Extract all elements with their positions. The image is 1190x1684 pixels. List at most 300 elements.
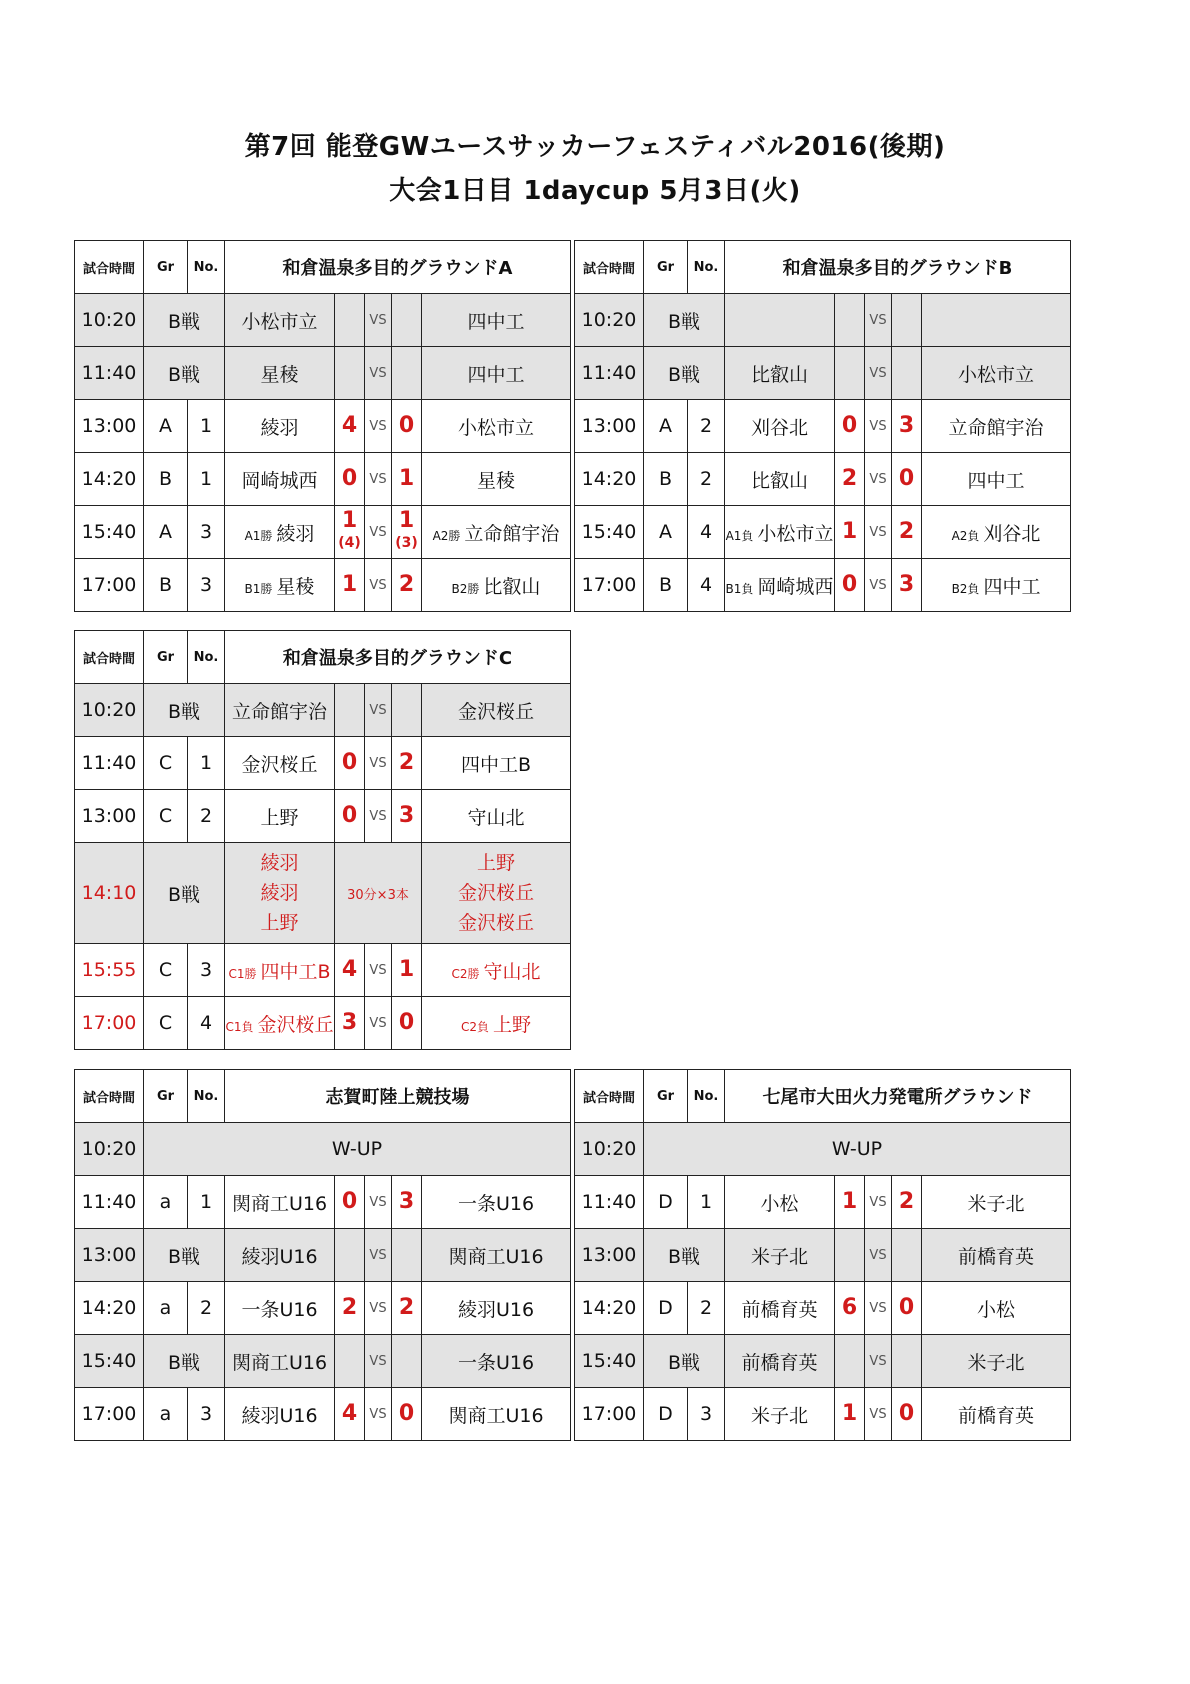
away-team bbox=[422, 790, 571, 843]
vs-label: VS bbox=[865, 1335, 892, 1388]
header-gr: Gr bbox=[144, 241, 188, 294]
venue-name: 和倉温泉多目的グラウンドA bbox=[225, 241, 571, 294]
header-time: 試合時間 bbox=[75, 1070, 144, 1123]
match-row bbox=[75, 1335, 571, 1388]
home-team bbox=[725, 294, 835, 347]
vs-label: VS bbox=[365, 944, 392, 997]
match-group: B戦 bbox=[644, 347, 725, 400]
away-score bbox=[392, 1335, 422, 1388]
away-score bbox=[392, 1282, 422, 1335]
vs-label: VS bbox=[365, 737, 392, 790]
team-name: 関商工U16 bbox=[231, 1351, 328, 1374]
match-time: 11:40 bbox=[75, 1176, 144, 1229]
match-time: 10:20 bbox=[575, 294, 644, 347]
result-reference: C1負 bbox=[225, 1019, 254, 1034]
match-group: C bbox=[144, 997, 188, 1050]
match-row bbox=[575, 1335, 1071, 1388]
score-value: 2 bbox=[398, 572, 415, 597]
match-time: 14:20 bbox=[75, 453, 144, 506]
vs-label: VS bbox=[865, 400, 892, 453]
away-team bbox=[922, 559, 1071, 612]
match-row bbox=[575, 1176, 1071, 1229]
home-team bbox=[225, 1229, 335, 1282]
home-score bbox=[335, 997, 365, 1050]
score-value: 6 bbox=[841, 1295, 858, 1320]
score-value: 1 bbox=[841, 1189, 858, 1214]
away-score bbox=[392, 997, 422, 1050]
match-row bbox=[75, 400, 571, 453]
match-time: 17:00 bbox=[575, 559, 644, 612]
team-name: 綾羽U16 bbox=[241, 1404, 318, 1427]
score-value: 4 bbox=[341, 413, 358, 438]
header-no: No. bbox=[188, 631, 225, 684]
home-team bbox=[725, 1229, 835, 1282]
home-score bbox=[835, 347, 865, 400]
schedule-table-ground-b bbox=[574, 240, 1071, 612]
score-value: 0 bbox=[898, 1295, 915, 1320]
team-name: 金沢桜丘 bbox=[458, 700, 535, 723]
match-number: 2 bbox=[688, 1282, 725, 1335]
home-score bbox=[335, 453, 365, 506]
match-time: 15:55 bbox=[75, 944, 144, 997]
match-group: B bbox=[644, 559, 688, 612]
home-team bbox=[225, 1282, 335, 1335]
match-number: 1 bbox=[188, 737, 225, 790]
away-team bbox=[422, 506, 571, 559]
team-name: 綾羽U16 bbox=[241, 1245, 318, 1268]
match-row bbox=[75, 559, 571, 612]
team-name: 四中工 bbox=[467, 363, 525, 386]
away-score bbox=[892, 1335, 922, 1388]
team-name: 関商工U16 bbox=[448, 1404, 544, 1427]
match-row bbox=[575, 400, 1071, 453]
away-team bbox=[422, 347, 571, 400]
home-score bbox=[335, 400, 365, 453]
home-team bbox=[225, 1388, 335, 1441]
away-team bbox=[922, 1335, 1071, 1388]
match-row bbox=[75, 843, 571, 944]
away-score bbox=[392, 347, 422, 400]
team-name: 金沢桜丘 bbox=[257, 1013, 334, 1036]
team-name: 小松市立 bbox=[241, 310, 318, 333]
vs-label: VS bbox=[365, 1282, 392, 1335]
match-row bbox=[75, 453, 571, 506]
vs-label: VS bbox=[365, 1335, 392, 1388]
match-time: 13:00 bbox=[75, 400, 144, 453]
score-value: 2 bbox=[398, 1295, 415, 1320]
score-value: 2 bbox=[398, 750, 415, 775]
home-team bbox=[725, 1335, 835, 1388]
home-team bbox=[225, 347, 335, 400]
home-team bbox=[225, 944, 335, 997]
header-time: 試合時間 bbox=[575, 1070, 644, 1123]
match-time: 13:00 bbox=[75, 1229, 144, 1282]
header-gr: Gr bbox=[144, 631, 188, 684]
match-number: 4 bbox=[688, 506, 725, 559]
away-team bbox=[922, 1176, 1071, 1229]
match-group: B戦 bbox=[144, 684, 225, 737]
away-score bbox=[892, 1176, 922, 1229]
vs-label: VS bbox=[865, 1176, 892, 1229]
match-time: 14:20 bbox=[575, 1282, 644, 1335]
team-name: 立命館宇治 bbox=[231, 700, 327, 723]
match-group: D bbox=[644, 1282, 688, 1335]
away-team bbox=[422, 1335, 571, 1388]
score-value: 0 bbox=[898, 466, 915, 491]
vs-label: VS bbox=[865, 506, 892, 559]
away-team bbox=[922, 1282, 1071, 1335]
result-reference: A1勝 bbox=[244, 528, 273, 543]
away-team bbox=[922, 400, 1071, 453]
match-row bbox=[75, 944, 571, 997]
home-team-list bbox=[225, 843, 335, 944]
score-value: 0 bbox=[398, 1010, 415, 1035]
score-value: 1 bbox=[841, 1401, 858, 1426]
page-title: 第7回 能登GWユースサッカーフェスティバル2016(後期) bbox=[244, 132, 946, 162]
team-name: 金沢桜丘 bbox=[458, 912, 535, 934]
home-score bbox=[835, 559, 865, 612]
home-team bbox=[225, 684, 335, 737]
home-score bbox=[335, 1229, 365, 1282]
result-reference: B1勝 bbox=[244, 581, 273, 596]
team-name: 綾羽U16 bbox=[457, 1298, 535, 1321]
header-no: No. bbox=[688, 241, 725, 294]
header-gr: Gr bbox=[144, 1070, 188, 1123]
home-team bbox=[225, 737, 335, 790]
match-group: a bbox=[144, 1282, 188, 1335]
venue-name: 和倉温泉多目的グラウンドB bbox=[725, 241, 1071, 294]
team-name: 綾羽 bbox=[260, 882, 299, 904]
vs-label: VS bbox=[365, 1388, 392, 1441]
match-time: 15:40 bbox=[75, 506, 144, 559]
team-name: 小松市立 bbox=[457, 416, 534, 439]
team-name: 米子北 bbox=[967, 1351, 1025, 1374]
match-number: 3 bbox=[188, 506, 225, 559]
pk-score: (3) bbox=[395, 535, 418, 551]
result-reference: C2勝 bbox=[451, 966, 480, 981]
team-name: 刈谷北 bbox=[750, 416, 808, 439]
away-team bbox=[922, 453, 1071, 506]
vs-label: VS bbox=[365, 1176, 392, 1229]
away-score bbox=[892, 506, 922, 559]
match-time: 11:40 bbox=[75, 347, 144, 400]
match-number: 4 bbox=[188, 997, 225, 1050]
match-time: 10:20 bbox=[75, 1123, 144, 1176]
match-group: B bbox=[144, 453, 188, 506]
team-name: 立命館宇治 bbox=[948, 416, 1044, 439]
score-value: 1 bbox=[398, 508, 415, 533]
team-name: 関商工U16 bbox=[231, 1192, 328, 1215]
away-team bbox=[922, 294, 1071, 347]
team-name: 星稜 bbox=[260, 363, 299, 386]
home-score bbox=[335, 1176, 365, 1229]
home-score bbox=[835, 1388, 865, 1441]
result-reference: B2勝 bbox=[451, 581, 480, 596]
away-score bbox=[392, 559, 422, 612]
score-value: 2 bbox=[341, 1295, 358, 1320]
result-reference: A2勝 bbox=[432, 528, 461, 543]
home-score bbox=[335, 944, 365, 997]
match-time: 10:20 bbox=[75, 684, 144, 737]
vs-label: VS bbox=[865, 559, 892, 612]
away-team bbox=[422, 1282, 571, 1335]
home-team bbox=[725, 559, 835, 612]
page-subtitle: 大会1日目 1daycup 5月3日(火) bbox=[389, 176, 801, 206]
match-time: 11:40 bbox=[575, 347, 644, 400]
match-group: C bbox=[144, 790, 188, 843]
table-header bbox=[575, 1070, 1071, 1123]
score-value: 4 bbox=[341, 1401, 358, 1426]
match-group: D bbox=[644, 1176, 688, 1229]
vs-label: VS bbox=[365, 1229, 392, 1282]
score-value: 2 bbox=[898, 519, 915, 544]
match-time: 15:40 bbox=[575, 1335, 644, 1388]
away-score bbox=[392, 790, 422, 843]
away-team bbox=[422, 684, 571, 737]
home-score bbox=[835, 400, 865, 453]
away-score bbox=[392, 684, 422, 737]
team-name: 小松 bbox=[760, 1192, 799, 1215]
match-time: 17:00 bbox=[75, 559, 144, 612]
header-no: No. bbox=[688, 1070, 725, 1123]
match-row bbox=[75, 790, 571, 843]
away-team bbox=[422, 944, 571, 997]
score-value: 0 bbox=[341, 466, 358, 491]
match-row bbox=[575, 347, 1071, 400]
pk-score: (4) bbox=[338, 535, 361, 551]
match-group: B戦 bbox=[644, 294, 725, 347]
home-team bbox=[725, 1176, 835, 1229]
table-header bbox=[75, 1070, 571, 1123]
team-name: 星稜 bbox=[276, 575, 315, 598]
match-time: 17:00 bbox=[575, 1388, 644, 1441]
away-score bbox=[392, 400, 422, 453]
score-value: 0 bbox=[841, 413, 858, 438]
away-score bbox=[392, 1388, 422, 1441]
table-header bbox=[575, 241, 1071, 294]
result-reference: B2負 bbox=[951, 581, 980, 596]
score-value: 0 bbox=[841, 572, 858, 597]
match-time: 13:00 bbox=[75, 790, 144, 843]
score-value: 4 bbox=[341, 957, 358, 982]
team-name: 上野 bbox=[260, 912, 299, 934]
away-team bbox=[922, 1229, 1071, 1282]
team-name: 星稜 bbox=[476, 469, 515, 492]
warm-up-label: W-UP bbox=[144, 1123, 571, 1176]
score-value: 0 bbox=[341, 750, 358, 775]
away-team bbox=[422, 1229, 571, 1282]
team-name: 守山北 bbox=[467, 806, 525, 829]
match-row bbox=[75, 737, 571, 790]
home-score bbox=[835, 506, 865, 559]
team-name: 綾羽 bbox=[260, 416, 299, 439]
score-value: 3 bbox=[341, 1010, 358, 1035]
match-group: B戦 bbox=[644, 1229, 725, 1282]
away-score bbox=[392, 737, 422, 790]
home-score bbox=[835, 1176, 865, 1229]
home-team bbox=[225, 506, 335, 559]
header-time: 試合時間 bbox=[75, 631, 144, 684]
away-team bbox=[922, 1388, 1071, 1441]
match-number: 1 bbox=[188, 1176, 225, 1229]
match-group: a bbox=[144, 1388, 188, 1441]
team-name: 前橋育英 bbox=[958, 1404, 1035, 1427]
home-team bbox=[225, 400, 335, 453]
match-row bbox=[575, 506, 1071, 559]
match-row bbox=[575, 294, 1071, 347]
score-value: 0 bbox=[341, 1189, 358, 1214]
team-name: 比叡山 bbox=[750, 363, 808, 386]
result-reference: C2負 bbox=[461, 1019, 490, 1034]
team-name: 前橋育英 bbox=[958, 1245, 1035, 1268]
home-score bbox=[835, 1335, 865, 1388]
match-row bbox=[75, 1229, 571, 1282]
warm-up-label: W-UP bbox=[644, 1123, 1071, 1176]
schedule-table-ground-c bbox=[74, 630, 571, 1050]
match-row bbox=[75, 506, 571, 559]
header-gr: Gr bbox=[644, 1070, 688, 1123]
score-value: 3 bbox=[398, 1189, 415, 1214]
team-name: 上野 bbox=[260, 806, 299, 829]
header-no: No. bbox=[188, 241, 225, 294]
away-team bbox=[422, 997, 571, 1050]
vs-label: VS bbox=[865, 1282, 892, 1335]
match-time: 14:20 bbox=[75, 1282, 144, 1335]
home-team bbox=[225, 997, 335, 1050]
score-value: 1 bbox=[398, 957, 415, 982]
schedule-table-nanao bbox=[574, 1069, 1071, 1441]
score-value: 2 bbox=[898, 1189, 915, 1214]
away-team bbox=[422, 294, 571, 347]
team-name: 米子北 bbox=[750, 1404, 808, 1427]
match-time: 13:00 bbox=[575, 1229, 644, 1282]
score-value: 1 bbox=[341, 508, 358, 533]
team-name: 上野 bbox=[477, 852, 516, 874]
match-time: 13:00 bbox=[575, 400, 644, 453]
header-time: 試合時間 bbox=[75, 241, 144, 294]
home-team bbox=[725, 506, 835, 559]
venue-name: 七尾市大田火力発電所グラウンド bbox=[725, 1070, 1071, 1123]
home-team bbox=[225, 453, 335, 506]
vs-label: VS bbox=[365, 559, 392, 612]
home-score bbox=[335, 347, 365, 400]
team-name: 前橋育英 bbox=[741, 1351, 818, 1374]
away-score bbox=[392, 1229, 422, 1282]
score-value: 1 bbox=[398, 466, 415, 491]
away-score bbox=[892, 294, 922, 347]
match-time: 10:20 bbox=[75, 294, 144, 347]
match-row bbox=[575, 1229, 1071, 1282]
home-score bbox=[835, 1282, 865, 1335]
away-score bbox=[892, 347, 922, 400]
vs-label: VS bbox=[365, 294, 392, 347]
match-time: 14:20 bbox=[575, 453, 644, 506]
match-row bbox=[575, 1388, 1071, 1441]
score-value: 0 bbox=[398, 1401, 415, 1426]
header-time: 試合時間 bbox=[575, 241, 644, 294]
vs-label: VS bbox=[365, 506, 392, 559]
home-score bbox=[335, 294, 365, 347]
score-value: 3 bbox=[898, 572, 915, 597]
home-team bbox=[225, 790, 335, 843]
team-name: 比叡山 bbox=[750, 469, 808, 492]
team-name: 綾羽 bbox=[260, 852, 299, 874]
team-name: 四中工B bbox=[461, 753, 532, 776]
match-group: B bbox=[144, 559, 188, 612]
home-score bbox=[335, 1282, 365, 1335]
match-group: B戦 bbox=[644, 1335, 725, 1388]
home-score bbox=[335, 1335, 365, 1388]
match-row bbox=[75, 684, 571, 737]
vs-label: VS bbox=[365, 790, 392, 843]
team-name: 四中工B bbox=[260, 960, 331, 983]
match-row bbox=[75, 1176, 571, 1229]
match-time: 10:20 bbox=[575, 1123, 644, 1176]
match-number: 3 bbox=[188, 1388, 225, 1441]
team-name: 小松 bbox=[977, 1298, 1016, 1321]
match-row bbox=[575, 1123, 1071, 1176]
table-header bbox=[75, 631, 571, 684]
match-format-note: 30分×3本 bbox=[335, 843, 422, 944]
away-score bbox=[892, 400, 922, 453]
match-time: 11:40 bbox=[575, 1176, 644, 1229]
away-team bbox=[922, 347, 1071, 400]
score-value: 1 bbox=[341, 572, 358, 597]
away-score bbox=[892, 1388, 922, 1441]
home-team bbox=[725, 347, 835, 400]
home-team bbox=[725, 1388, 835, 1441]
away-score bbox=[892, 1282, 922, 1335]
vs-label: VS bbox=[365, 453, 392, 506]
team-name: 四中工 bbox=[967, 469, 1025, 492]
match-row bbox=[575, 559, 1071, 612]
match-row bbox=[75, 997, 571, 1050]
match-group: B戦 bbox=[144, 843, 225, 944]
away-score bbox=[392, 1176, 422, 1229]
home-team bbox=[225, 294, 335, 347]
match-number: 3 bbox=[688, 1388, 725, 1441]
vs-label: VS bbox=[365, 684, 392, 737]
team-name: 関商工U16 bbox=[448, 1245, 544, 1268]
away-team bbox=[922, 506, 1071, 559]
vs-label: VS bbox=[365, 997, 392, 1050]
score-value: 0 bbox=[341, 803, 358, 828]
home-score bbox=[335, 737, 365, 790]
match-time: 15:40 bbox=[75, 1335, 144, 1388]
match-group: C bbox=[144, 737, 188, 790]
match-number: 2 bbox=[188, 1282, 225, 1335]
home-team bbox=[725, 453, 835, 506]
match-group: C bbox=[144, 944, 188, 997]
away-score bbox=[392, 944, 422, 997]
match-number: 2 bbox=[188, 790, 225, 843]
home-team bbox=[225, 559, 335, 612]
home-score bbox=[335, 506, 365, 559]
header-gr: Gr bbox=[644, 241, 688, 294]
team-name: 一条U16 bbox=[457, 1192, 535, 1215]
vs-label: VS bbox=[865, 453, 892, 506]
match-row bbox=[75, 1388, 571, 1441]
team-name: 守山北 bbox=[483, 960, 541, 983]
team-name: 小松市立 bbox=[958, 363, 1035, 386]
away-team-list bbox=[422, 843, 571, 944]
score-value: 3 bbox=[898, 413, 915, 438]
home-score bbox=[335, 559, 365, 612]
match-group: A bbox=[144, 506, 188, 559]
team-name: 一条U16 bbox=[241, 1298, 318, 1321]
match-row bbox=[575, 453, 1071, 506]
team-name: 前橋育英 bbox=[741, 1298, 818, 1321]
